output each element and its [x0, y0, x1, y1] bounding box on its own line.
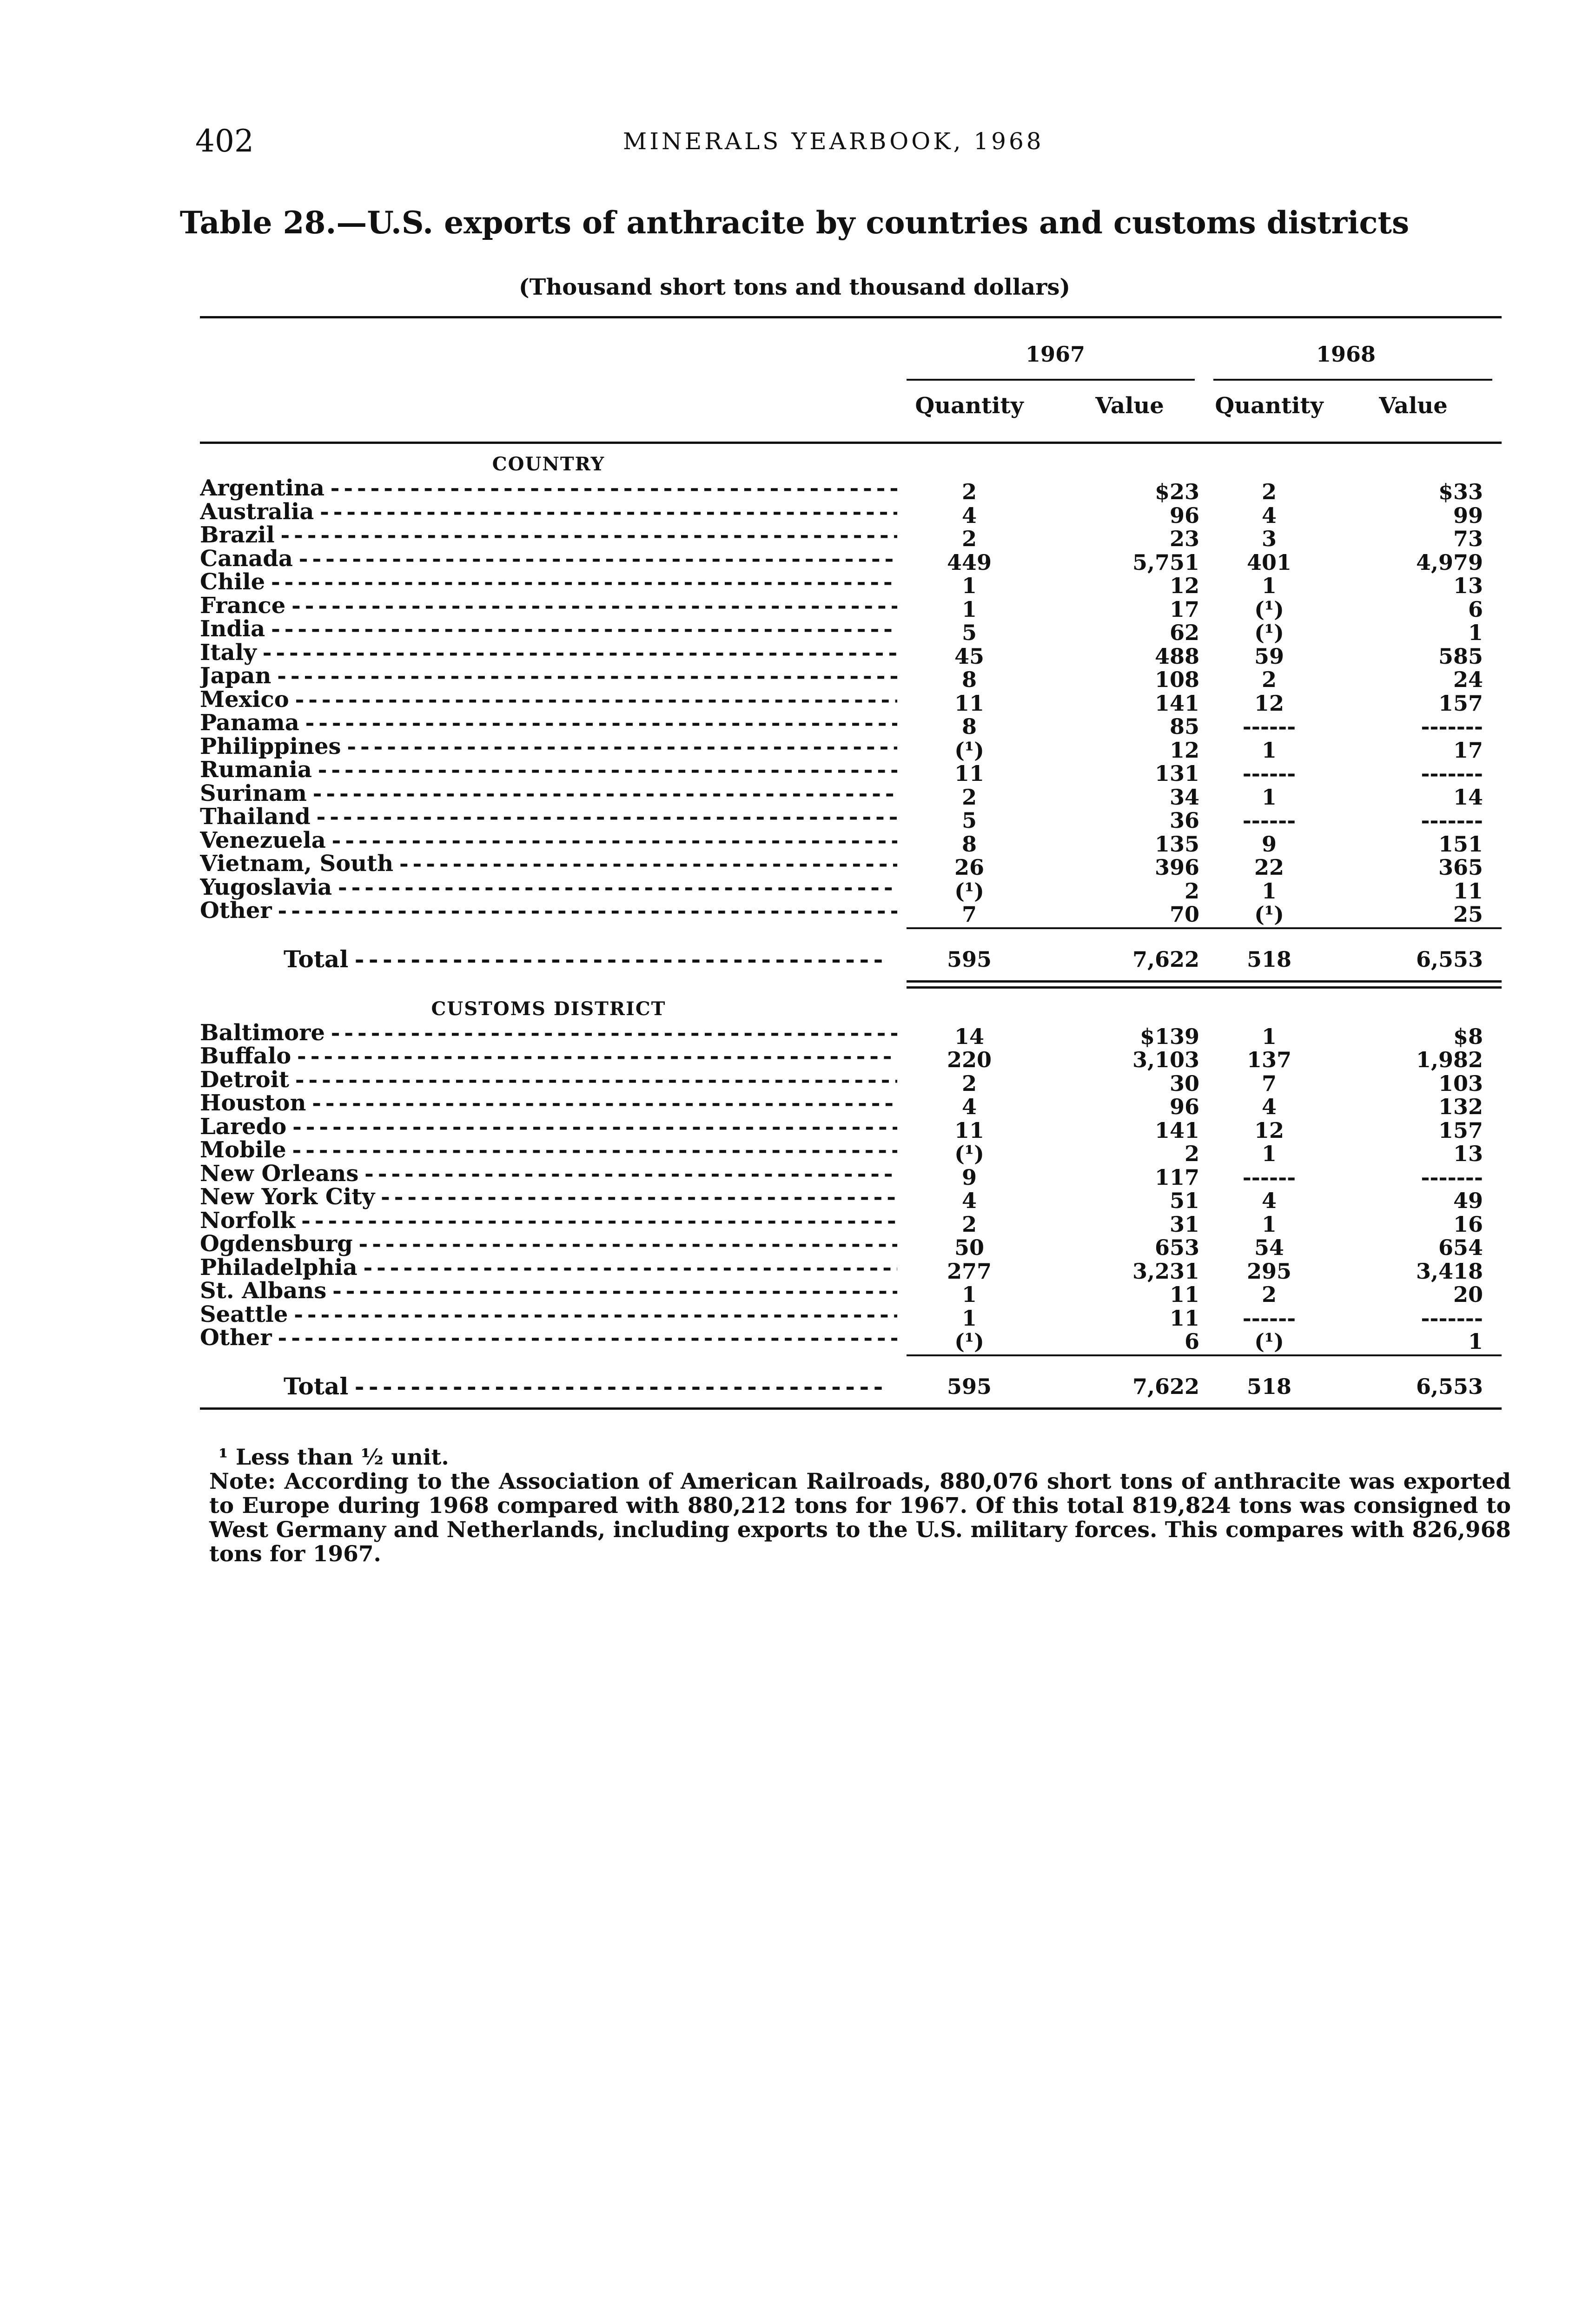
quantity-1968: 4: [1261, 1188, 1277, 1213]
country-total-row: [200, 929, 1502, 980]
footnotes: [209, 1446, 1511, 1566]
value-1967: 131: [1154, 761, 1199, 786]
quantity-1967: 8: [961, 714, 977, 739]
value-1968: 13: [1453, 573, 1483, 598]
table-row: [200, 663, 1502, 692]
table-row: [200, 1160, 1502, 1190]
quantity-1968: 7: [1261, 1070, 1277, 1096]
quantity-1967: 9: [961, 1164, 977, 1190]
value-1967: 17: [1169, 596, 1199, 622]
quantity-1968: 1: [1261, 1023, 1277, 1049]
quantity-1967: 5: [961, 808, 977, 833]
quantity-1968: 2: [1261, 479, 1277, 504]
value-1967: 85: [1169, 714, 1199, 739]
value-1968: 654: [1438, 1235, 1483, 1260]
value-1967: 141: [1154, 1117, 1199, 1143]
quantity-1968: ------: [1242, 808, 1296, 833]
row-name: Mobile - - -: [200, 1137, 897, 1163]
row-name: India - - -: [200, 616, 897, 642]
quantity-1967: 8: [961, 831, 977, 857]
value-1968: 17: [1453, 737, 1483, 763]
value-1968: 49: [1453, 1188, 1483, 1213]
table-row: [200, 780, 1502, 810]
table-row: [200, 898, 1502, 927]
quantity-1968: 1: [1261, 878, 1277, 904]
quantity-1968: 54: [1254, 1235, 1284, 1260]
value-1968: 13: [1453, 1141, 1483, 1166]
value-1967: 6: [1184, 1329, 1199, 1354]
quantity-1968: 12: [1254, 1117, 1284, 1143]
quantity-1967: 1: [961, 573, 977, 598]
value-1967: 31: [1169, 1211, 1199, 1237]
quantity-1967: 220: [947, 1047, 992, 1072]
quantity-1968: ------: [1242, 761, 1296, 786]
value-1967: 141: [1154, 690, 1199, 716]
row-name: Houston - - -: [200, 1090, 897, 1116]
country-rows: [200, 475, 1502, 927]
value-1968: 6: [1468, 596, 1483, 622]
exports-table: [200, 316, 1502, 1410]
quantity-1968: (¹): [1254, 902, 1284, 927]
row-name: Venezuela - - -: [200, 827, 897, 853]
value-1967: 62: [1169, 620, 1199, 645]
row-name: Baltimore - - -: [200, 1020, 897, 1046]
quantity-1967: (¹): [954, 737, 984, 763]
value-1968: 585: [1438, 643, 1483, 669]
table-title: Table 28.—U.S. exports of anthracite by countries and customs districts: [179, 205, 1410, 241]
value-1967: 12: [1169, 737, 1199, 763]
quantity-1968: 2: [1261, 1282, 1277, 1307]
value-1968: -------: [1421, 808, 1483, 833]
row-name: Seattle - - -: [200, 1301, 897, 1327]
quantity-1967: 2: [961, 526, 977, 551]
row-name: Other - - -: [200, 1325, 897, 1351]
table-row: [200, 757, 1502, 786]
district-section-label: CUSTOMS DISTRICT: [431, 997, 666, 1020]
value-1968: 3,418: [1416, 1258, 1483, 1284]
district-rows: [200, 1019, 1502, 1354]
year-header: [200, 318, 1502, 372]
row-name: France - - -: [200, 593, 897, 619]
year-1968-label: 1968: [1316, 342, 1376, 367]
table-row: [200, 616, 1502, 645]
country-section-label: COUNTRY: [492, 453, 605, 475]
country-total-double-rule: [907, 980, 1502, 989]
value-1967: 36: [1169, 808, 1199, 833]
row-name: Other - - -: [200, 898, 897, 924]
value-1968: 16: [1453, 1211, 1483, 1237]
total-label: Total - - -: [284, 1373, 888, 1400]
value-1968: -------: [1421, 1164, 1483, 1190]
row-name: Thailand - - -: [200, 804, 897, 830]
row-name: Canada - - -: [200, 546, 897, 572]
table-row: [200, 733, 1502, 763]
value-1967: 96: [1169, 502, 1199, 528]
quantity-1968: ------: [1242, 1305, 1296, 1331]
table-row: [200, 592, 1502, 622]
value-1967: 51: [1169, 1188, 1199, 1213]
row-name: Surinam - - -: [200, 780, 897, 806]
row-name: Vietnam, South - - -: [200, 851, 897, 877]
district-total-row: [200, 1356, 1502, 1407]
quantity-1967: 2: [961, 1070, 977, 1096]
row-name: Mexico - - -: [200, 687, 897, 713]
value-1967: 11: [1169, 1282, 1199, 1307]
page-number: 402: [195, 123, 254, 159]
row-name: Buffalo - - -: [200, 1043, 897, 1069]
quantity-1967: 4: [961, 1094, 977, 1119]
value-1967: 34: [1169, 784, 1199, 810]
value-1967: 11: [1169, 1305, 1199, 1331]
quantity-1968: 59: [1254, 643, 1284, 669]
row-name: Brazil - - -: [200, 522, 897, 548]
row-name: Norfolk - - -: [200, 1208, 897, 1234]
bottom-rule: [200, 1407, 1502, 1410]
table-row: [200, 804, 1502, 833]
quantity-1967: 11: [954, 690, 984, 716]
value-1968: 103: [1438, 1070, 1483, 1096]
row-name: Laredo - - -: [200, 1114, 897, 1140]
value-1967: 2: [1184, 1141, 1199, 1166]
table-row: [200, 710, 1502, 739]
value-1968: 99: [1453, 502, 1483, 528]
row-name: Italy - - -: [200, 640, 897, 666]
quantity-1968: 1: [1261, 1211, 1277, 1237]
row-name: Japan - - -: [200, 663, 897, 689]
value-1968: 11: [1453, 878, 1483, 904]
value-1968: 25: [1453, 902, 1483, 927]
quantity-1967: 50: [954, 1235, 984, 1260]
row-name: Yugoslavia - - -: [200, 874, 897, 900]
quantity-1967: 7: [961, 902, 977, 927]
quantity-1968: 4: [1261, 1094, 1277, 1119]
table-row: [200, 686, 1502, 716]
quantity-1967: 14: [954, 1023, 984, 1049]
value-1968: 14: [1453, 784, 1483, 810]
value-1968: 73: [1453, 526, 1483, 551]
value-1968: 132: [1438, 1094, 1483, 1119]
quantity-1967: 4: [961, 1188, 977, 1213]
total-v1967: 7,622: [1132, 1373, 1199, 1399]
quantity-1968: 9: [1261, 831, 1277, 857]
value-1967: $23: [1154, 479, 1199, 504]
value-1968: 365: [1438, 855, 1483, 880]
quantity-1968: 4: [1261, 502, 1277, 528]
quantity-1967: 8: [961, 667, 977, 692]
running-title: MINERALS YEARBOOK, 1968: [623, 128, 1044, 155]
quantity-1968: 401: [1246, 549, 1292, 575]
row-name: Philadelphia - - -: [200, 1254, 897, 1281]
value-1968: 1,982: [1416, 1047, 1483, 1072]
quantity-1968: 22: [1254, 855, 1284, 880]
quantity-1967: 11: [954, 1117, 984, 1143]
table-subtitle: (Thousand short tons and thousand dollars): [518, 274, 1071, 300]
quantity-1967: 11: [954, 761, 984, 786]
year-1967-label: 1967: [1025, 342, 1086, 367]
quantity-1968: 137: [1246, 1047, 1292, 1072]
value-1967: 108: [1154, 667, 1199, 692]
table-row: [200, 1066, 1502, 1096]
value-1968: 24: [1453, 667, 1483, 692]
page-header: [195, 123, 1543, 165]
quantity-1967: 4: [961, 502, 977, 528]
quantity-1968: 1: [1261, 1141, 1277, 1166]
quantity-1967: 1: [961, 596, 977, 622]
value-1967: 96: [1169, 1094, 1199, 1119]
col-quantity-1967: Quantity: [915, 393, 1024, 419]
total-v1968: 6,553: [1416, 946, 1483, 972]
total-q1968: 518: [1246, 946, 1292, 972]
col-value-1968: Value: [1379, 393, 1448, 419]
table-row: [200, 498, 1502, 528]
value-1967: 30: [1169, 1070, 1199, 1096]
value-1967: 653: [1154, 1235, 1199, 1260]
quantity-1968: 1: [1261, 737, 1277, 763]
value-1968: 1: [1468, 620, 1483, 645]
quantity-1967: 2: [961, 479, 977, 504]
row-name: Detroit - - -: [200, 1067, 897, 1093]
total-v1968: 6,553: [1416, 1373, 1483, 1399]
table-row: [200, 1325, 1502, 1354]
quantity-1968: 1: [1261, 784, 1277, 810]
value-1967: $139: [1139, 1023, 1199, 1049]
quantity-1968: (¹): [1254, 620, 1284, 645]
value-1967: 3,103: [1132, 1047, 1199, 1072]
total-q1967: 595: [947, 946, 992, 972]
value-1968: $33: [1438, 479, 1483, 504]
table-row: [200, 1043, 1502, 1072]
table-row: [200, 1231, 1502, 1260]
row-name: St. Albans - - -: [200, 1278, 897, 1304]
quantity-1968: 12: [1254, 690, 1284, 716]
quantity-1968: (¹): [1254, 1329, 1284, 1354]
table-row: [200, 545, 1502, 575]
value-1967: 488: [1154, 643, 1199, 669]
value-1968: 20: [1453, 1282, 1483, 1307]
column-header: [200, 372, 1502, 442]
value-1967: 135: [1154, 831, 1199, 857]
col-quantity-1968: Quantity: [1215, 393, 1324, 419]
value-1968: 157: [1438, 690, 1483, 716]
quantity-1968: 2: [1261, 667, 1277, 692]
quantity-1968: (¹): [1254, 596, 1284, 622]
quantity-1967: 2: [961, 1211, 977, 1237]
quantity-1967: 26: [954, 855, 984, 880]
table-row: [200, 851, 1502, 880]
row-name: New York City - - -: [200, 1184, 897, 1210]
table-row: [200, 1019, 1502, 1049]
value-1968: -------: [1421, 714, 1483, 739]
value-1967: 23: [1169, 526, 1199, 551]
quantity-1968: 1: [1261, 573, 1277, 598]
quantity-1968: ------: [1242, 714, 1296, 739]
quantity-1968: 3: [1261, 526, 1277, 551]
footnote-1: ¹ Less than ½ unit.: [218, 1445, 449, 1470]
quantity-1967: 449: [947, 549, 992, 575]
quantity-1967: 45: [954, 643, 984, 669]
table-row: [200, 522, 1502, 551]
quantity-1968: 295: [1246, 1258, 1292, 1284]
value-1968: -------: [1421, 1305, 1483, 1331]
value-1967: 70: [1169, 902, 1199, 927]
row-name: Philippines - - -: [200, 733, 897, 759]
quantity-1967: 277: [947, 1258, 992, 1284]
total-q1967: 595: [947, 1373, 992, 1399]
quantity-1967: 1: [961, 1282, 977, 1307]
table-row: [200, 1113, 1502, 1143]
quantity-1967: 5: [961, 620, 977, 645]
row-name: New Orleans - - -: [200, 1161, 897, 1187]
value-1967: 396: [1154, 855, 1199, 880]
table-row: [200, 1207, 1502, 1237]
total-q1968: 518: [1246, 1373, 1292, 1399]
value-1968: 4,979: [1416, 549, 1483, 575]
quantity-1968: ------: [1242, 1164, 1296, 1190]
quantity-1967: (¹): [954, 1141, 984, 1166]
table-row: [200, 1301, 1502, 1331]
quantity-1967: 1: [961, 1305, 977, 1331]
row-name: Australia - - -: [200, 499, 897, 525]
value-1968: $8: [1453, 1023, 1483, 1049]
value-1968: 1: [1468, 1329, 1483, 1354]
quantity-1967: (¹): [954, 878, 984, 904]
table-row: [200, 1184, 1502, 1213]
value-1967: 117: [1154, 1164, 1199, 1190]
row-name: Panama - - -: [200, 710, 897, 736]
row-name: Argentina - - -: [200, 475, 897, 501]
col-value-1967: Value: [1095, 393, 1164, 419]
row-name: Rumania - - -: [200, 757, 897, 783]
row-name: Chile - - -: [200, 569, 897, 595]
footnote-note: Note: According to the Association of American Railroads, 880,076 short tons of anthracite was exported to Europe during 1968 compared with 880,212 tons for 1967. Of this total 819,824 tons was consigned to West Germany and Netherlands, including exports to the U.S. military forces. This compares with 826,968 tons for 1967.: [209, 1469, 1511, 1567]
table-row: [200, 1254, 1502, 1284]
value-1968: -------: [1421, 761, 1483, 786]
quantity-1967: 2: [961, 784, 977, 810]
table-row: [200, 475, 1502, 504]
total-label: Total - - -: [284, 945, 888, 973]
table-row: [200, 874, 1502, 904]
table-row: [200, 827, 1502, 857]
total-v1967: 7,622: [1132, 946, 1199, 972]
table-row: [200, 639, 1502, 669]
row-name: Ogdensburg - - -: [200, 1231, 897, 1257]
table-row: [200, 569, 1502, 598]
value-1968: 157: [1438, 1117, 1483, 1143]
value-1967: 3,231: [1132, 1258, 1199, 1284]
quantity-1967: (¹): [954, 1329, 984, 1354]
value-1968: 151: [1438, 831, 1483, 857]
value-1967: 12: [1169, 573, 1199, 598]
value-1967: 5,751: [1132, 549, 1199, 575]
value-1967: 2: [1184, 878, 1199, 904]
table-row: [200, 1278, 1502, 1307]
table-row: [200, 1137, 1502, 1166]
table-row: [200, 1090, 1502, 1119]
